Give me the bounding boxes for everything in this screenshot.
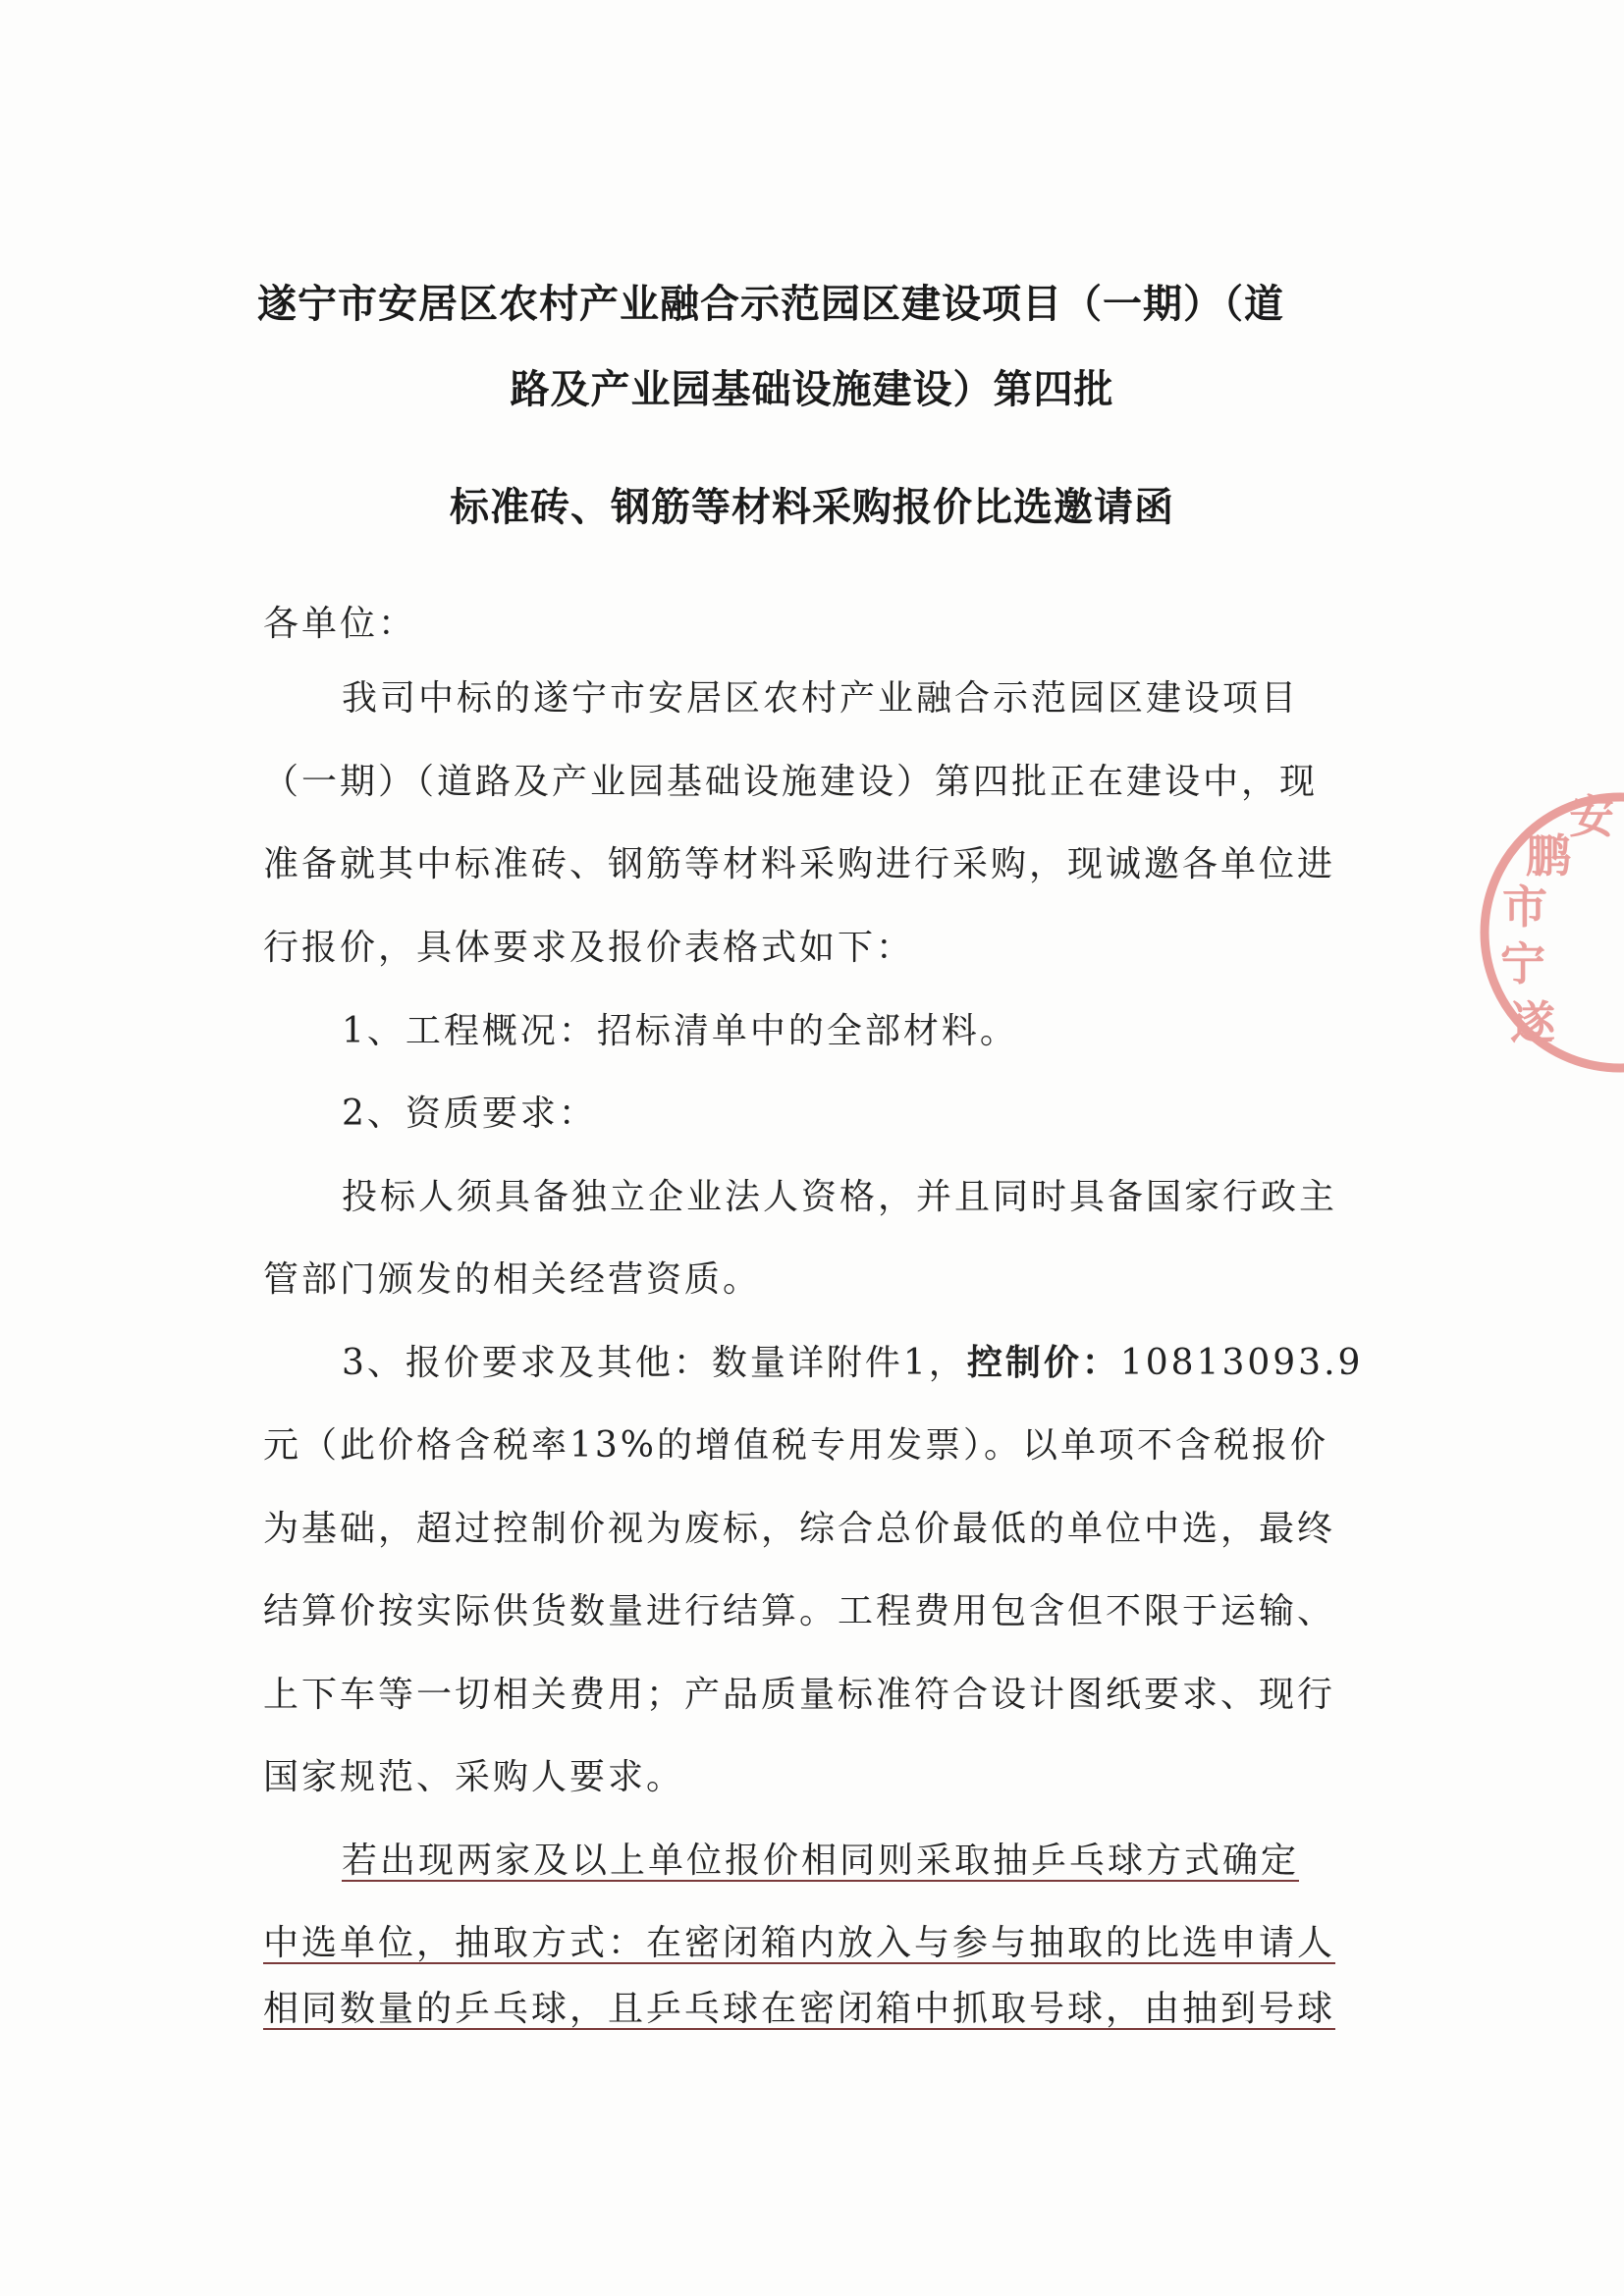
paragraph-4-line-3: 相同数量的乒乓球，且乒乓球在密闭箱中抓取号球，由抽到号球 bbox=[263, 1989, 1336, 2029]
paragraph-3-line-2: 为基础，超过控制价视为废标，综合总价最低的单位中选，最终 bbox=[263, 1509, 1336, 1549]
seal-text: 遂 宁 市 鹏 安 bbox=[1500, 790, 1614, 1049]
paragraph-3-line-4: 上下车等一切相关费用；产品质量标准符合设计图纸要求、现行 bbox=[263, 1675, 1336, 1715]
item-3 bbox=[342, 1343, 1364, 1383]
item-2: 2、资质要求： bbox=[342, 1094, 597, 1134]
item-1: 1、工程概况：招标清单中的全部材料。 bbox=[342, 1011, 1018, 1051]
paragraph-1-line-4: 行报价，具体要求及报价表格式如下： bbox=[263, 928, 915, 968]
paragraph-4-line-1: 若出现两家及以上单位报价相同则采取抽乒乓球方式确定 bbox=[342, 1841, 1300, 1881]
paragraph-1-line-3: 准备就其中标准砖、钢筋等材料采购进行采购，现诚邀各单位进 bbox=[263, 844, 1336, 884]
paragraph-3-line-5: 国家规范、采购人要求。 bbox=[263, 1757, 685, 1797]
paragraph-1-line-1: 我司中标的遂宁市安居区农村产业融合示范园区建设项目 bbox=[342, 678, 1300, 719]
item-3-prefix: 3、报价要求及其他：数量详附件1， bbox=[342, 1343, 967, 1383]
company-seal-stamp bbox=[1443, 785, 1624, 1080]
paragraph-4-line-2: 中选单位，抽取方式：在密闭箱内放入与参与抽取的比选申请人 bbox=[263, 1923, 1336, 1963]
control-price-value: 10813093.9 bbox=[1119, 1343, 1364, 1383]
control-price-label: 控制价： bbox=[966, 1343, 1120, 1383]
salutation: 各单位： bbox=[263, 604, 417, 644]
paragraph-2-line-2: 管部门颁发的相关经营资质。 bbox=[263, 1259, 762, 1300]
title-line-2: 路及产业园基础设施建设）第四批 bbox=[510, 367, 1114, 412]
paragraph-3-line-1: 元（此价格含税率13%的增值税专用发票）。以单项不含税报价 bbox=[263, 1425, 1329, 1466]
paragraph-1-line-2: （一期）（道路及产业园基础设施建设）第四批正在建设中，现 bbox=[263, 762, 1319, 802]
title-line-1: 遂宁市安居区农村产业融合示范园区建设项目（一期）（道 bbox=[257, 282, 1284, 327]
paragraph-3-line-3: 结算价按实际供货数量进行结算。工程费用包含但不限于运输、 bbox=[263, 1591, 1336, 1631]
title-line-3: 标准砖、钢筋等材料采购报价比选邀请函 bbox=[450, 485, 1174, 530]
paragraph-2-line-1: 投标人须具备独立企业法人资格，并且同时具备国家行政主 bbox=[342, 1177, 1338, 1217]
